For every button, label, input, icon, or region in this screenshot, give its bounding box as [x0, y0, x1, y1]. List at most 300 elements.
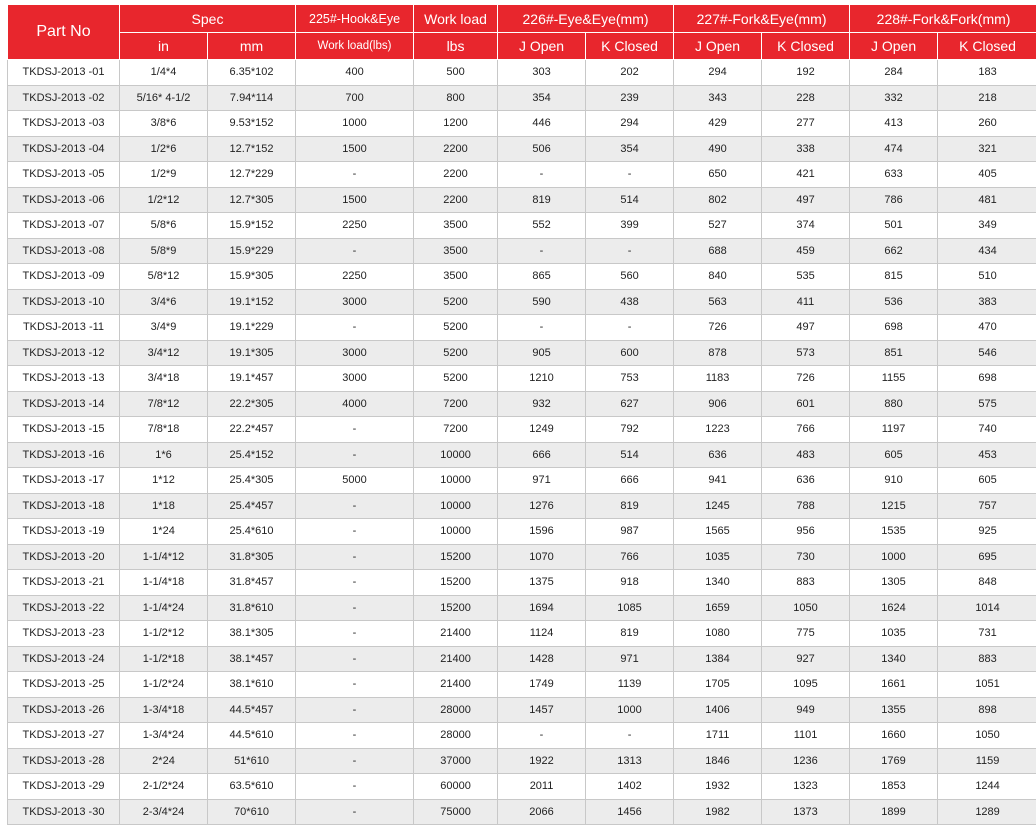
cell-fork-fork-j-open: 851 [850, 340, 938, 366]
cell-fork-fork-k-closed: 848 [938, 570, 1036, 596]
cell-spec-in: 1-3/4*18 [120, 697, 208, 723]
cell-part-no: TKDSJ-2013 -13 [8, 366, 120, 392]
cell-spec-in: 1-1/2*18 [120, 646, 208, 672]
cell-part-no: TKDSJ-2013 -16 [8, 442, 120, 468]
subheader-mm: mm [208, 33, 296, 60]
cell-eye-eye-k-closed: 438 [586, 289, 674, 315]
cell-work-load-lbs: 21400 [414, 672, 498, 698]
cell-hook-eye-load: - [296, 162, 414, 188]
cell-eye-eye-k-closed: 766 [586, 544, 674, 570]
cell-fork-eye-j-open: 650 [674, 162, 762, 188]
cell-part-no: TKDSJ-2013 -08 [8, 238, 120, 264]
cell-fork-eye-j-open: 1035 [674, 544, 762, 570]
cell-fork-eye-j-open: 1982 [674, 799, 762, 825]
cell-fork-eye-j-open: 1565 [674, 519, 762, 545]
cell-fork-fork-j-open: 662 [850, 238, 938, 264]
cell-fork-eye-k-closed: 775 [762, 621, 850, 647]
cell-part-no: TKDSJ-2013 -22 [8, 595, 120, 621]
table-row [8, 417, 1036, 443]
table-row [8, 646, 1036, 672]
cell-spec-mm: 51*610 [208, 748, 296, 774]
cell-part-no: TKDSJ-2013 -29 [8, 774, 120, 800]
cell-spec-in: 3/4*18 [120, 366, 208, 392]
cell-fork-eye-j-open: 1245 [674, 493, 762, 519]
cell-spec-mm: 25.4*305 [208, 468, 296, 494]
cell-eye-eye-j-open: 1070 [498, 544, 586, 570]
cell-work-load-lbs: 2200 [414, 162, 498, 188]
cell-fork-eye-j-open: 294 [674, 60, 762, 86]
cell-fork-fork-k-closed: 349 [938, 213, 1036, 239]
cell-fork-eye-k-closed: 927 [762, 646, 850, 672]
table-row [8, 672, 1036, 698]
subheader-lbs: lbs [414, 33, 498, 60]
table-row [8, 213, 1036, 239]
subheader-k-closed-226: K Closed [586, 33, 674, 60]
cell-spec-in: 1-1/4*18 [120, 570, 208, 596]
cell-work-load-lbs: 21400 [414, 621, 498, 647]
cell-part-no: TKDSJ-2013 -28 [8, 748, 120, 774]
cell-eye-eye-k-closed: 666 [586, 468, 674, 494]
table-row [8, 289, 1036, 315]
cell-spec-mm: 15.9*229 [208, 238, 296, 264]
cell-spec-mm: 9.53*152 [208, 111, 296, 137]
subheader-k-closed-227: K Closed [762, 33, 850, 60]
cell-eye-eye-k-closed: 1139 [586, 672, 674, 698]
cell-fork-fork-j-open: 1197 [850, 417, 938, 443]
cell-fork-fork-k-closed: 731 [938, 621, 1036, 647]
cell-spec-in: 1/2*6 [120, 136, 208, 162]
cell-work-load-lbs: 1200 [414, 111, 498, 137]
cell-spec-in: 1/4*4 [120, 60, 208, 86]
cell-spec-in: 5/8*6 [120, 213, 208, 239]
cell-fork-fork-j-open: 633 [850, 162, 938, 188]
cell-spec-in: 2-1/2*24 [120, 774, 208, 800]
cell-fork-fork-j-open: 413 [850, 111, 938, 137]
cell-fork-eye-j-open: 941 [674, 468, 762, 494]
cell-eye-eye-j-open: 1124 [498, 621, 586, 647]
cell-fork-eye-k-closed: 1050 [762, 595, 850, 621]
cell-spec-mm: 38.1*457 [208, 646, 296, 672]
cell-work-load-lbs: 10000 [414, 493, 498, 519]
table-row [8, 136, 1036, 162]
subheader-k-closed-228: K Closed [938, 33, 1036, 60]
cell-part-no: TKDSJ-2013 -18 [8, 493, 120, 519]
cell-eye-eye-k-closed: 987 [586, 519, 674, 545]
cell-eye-eye-k-closed: 514 [586, 442, 674, 468]
table-row [8, 187, 1036, 213]
cell-spec-in: 5/16* 4-1/2 [120, 85, 208, 111]
cell-spec-in: 1*18 [120, 493, 208, 519]
cell-eye-eye-j-open: 354 [498, 85, 586, 111]
cell-fork-fork-j-open: 1899 [850, 799, 938, 825]
cell-part-no: TKDSJ-2013 -12 [8, 340, 120, 366]
subheader-j-open-226: J Open [498, 33, 586, 60]
cell-part-no: TKDSJ-2013 -05 [8, 162, 120, 188]
cell-work-load-lbs: 5200 [414, 289, 498, 315]
cell-eye-eye-j-open: 971 [498, 468, 586, 494]
cell-eye-eye-j-open: - [498, 238, 586, 264]
cell-eye-eye-k-closed: 354 [586, 136, 674, 162]
cell-eye-eye-j-open: - [498, 315, 586, 341]
cell-fork-eye-k-closed: 766 [762, 417, 850, 443]
cell-fork-eye-k-closed: 1323 [762, 774, 850, 800]
cell-spec-mm: 38.1*305 [208, 621, 296, 647]
cell-hook-eye-load: 5000 [296, 468, 414, 494]
cell-eye-eye-k-closed: 819 [586, 621, 674, 647]
cell-fork-eye-j-open: 1384 [674, 646, 762, 672]
cell-spec-mm: 19.1*152 [208, 289, 296, 315]
cell-hook-eye-load: 700 [296, 85, 414, 111]
cell-spec-mm: 19.1*457 [208, 366, 296, 392]
cell-fork-eye-k-closed: 497 [762, 315, 850, 341]
cell-spec-in: 1/2*9 [120, 162, 208, 188]
cell-fork-eye-k-closed: 956 [762, 519, 850, 545]
cell-fork-fork-k-closed: 605 [938, 468, 1036, 494]
cell-eye-eye-k-closed: 627 [586, 391, 674, 417]
cell-part-no: TKDSJ-2013 -03 [8, 111, 120, 137]
cell-part-no: TKDSJ-2013 -04 [8, 136, 120, 162]
cell-fork-eye-j-open: 1340 [674, 570, 762, 596]
cell-eye-eye-k-closed: 971 [586, 646, 674, 672]
cell-fork-eye-j-open: 1846 [674, 748, 762, 774]
cell-fork-fork-j-open: 1155 [850, 366, 938, 392]
cell-work-load-lbs: 5200 [414, 366, 498, 392]
cell-fork-eye-k-closed: 483 [762, 442, 850, 468]
cell-fork-fork-j-open: 698 [850, 315, 938, 341]
cell-spec-mm: 12.7*152 [208, 136, 296, 162]
cell-eye-eye-k-closed: 753 [586, 366, 674, 392]
cell-fork-eye-k-closed: 277 [762, 111, 850, 137]
table-row [8, 748, 1036, 774]
cell-fork-eye-k-closed: 192 [762, 60, 850, 86]
cell-fork-fork-k-closed: 740 [938, 417, 1036, 443]
cell-spec-mm: 25.4*457 [208, 493, 296, 519]
cell-fork-eye-j-open: 1183 [674, 366, 762, 392]
cell-eye-eye-j-open: 1596 [498, 519, 586, 545]
table-row [8, 519, 1036, 545]
cell-fork-eye-k-closed: 788 [762, 493, 850, 519]
cell-spec-mm: 12.7*229 [208, 162, 296, 188]
cell-work-load-lbs: 75000 [414, 799, 498, 825]
cell-spec-mm: 44.5*610 [208, 723, 296, 749]
cell-fork-fork-k-closed: 575 [938, 391, 1036, 417]
cell-hook-eye-load: - [296, 544, 414, 570]
table-body [8, 60, 1036, 825]
cell-fork-eye-j-open: 1711 [674, 723, 762, 749]
cell-eye-eye-k-closed: 918 [586, 570, 674, 596]
cell-fork-fork-k-closed: 434 [938, 238, 1036, 264]
cell-fork-eye-k-closed: 1101 [762, 723, 850, 749]
cell-hook-eye-load: 400 [296, 60, 414, 86]
table-row [8, 111, 1036, 137]
spec-table [7, 4, 1036, 825]
cell-eye-eye-k-closed: - [586, 723, 674, 749]
cell-part-no: TKDSJ-2013 -17 [8, 468, 120, 494]
cell-work-load-lbs: 7200 [414, 391, 498, 417]
cell-eye-eye-j-open: 1457 [498, 697, 586, 723]
cell-spec-in: 2*24 [120, 748, 208, 774]
table-row [8, 60, 1036, 86]
cell-fork-fork-k-closed: 453 [938, 442, 1036, 468]
table-row [8, 162, 1036, 188]
cell-spec-in: 5/8*9 [120, 238, 208, 264]
cell-work-load-lbs: 60000 [414, 774, 498, 800]
table-row [8, 85, 1036, 111]
cell-eye-eye-k-closed: 1402 [586, 774, 674, 800]
cell-eye-eye-k-closed: 600 [586, 340, 674, 366]
cell-eye-eye-j-open: 865 [498, 264, 586, 290]
cell-fork-eye-j-open: 1705 [674, 672, 762, 698]
cell-spec-mm: 12.7*305 [208, 187, 296, 213]
cell-hook-eye-load: - [296, 595, 414, 621]
cell-work-load-lbs: 15200 [414, 570, 498, 596]
cell-fork-fork-k-closed: 405 [938, 162, 1036, 188]
cell-fork-fork-j-open: 1305 [850, 570, 938, 596]
cell-work-load-lbs: 10000 [414, 519, 498, 545]
cell-fork-eye-j-open: 1659 [674, 595, 762, 621]
table-row [8, 774, 1036, 800]
cell-work-load-lbs: 15200 [414, 544, 498, 570]
cell-fork-eye-k-closed: 883 [762, 570, 850, 596]
cell-fork-eye-k-closed: 949 [762, 697, 850, 723]
cell-eye-eye-j-open: 1276 [498, 493, 586, 519]
header-row-main [8, 5, 1036, 33]
cell-hook-eye-load: 3000 [296, 289, 414, 315]
cell-spec-mm: 31.8*457 [208, 570, 296, 596]
cell-eye-eye-k-closed: 514 [586, 187, 674, 213]
cell-eye-eye-k-closed: - [586, 315, 674, 341]
cell-spec-mm: 31.8*610 [208, 595, 296, 621]
cell-work-load-lbs: 5200 [414, 315, 498, 341]
cell-eye-eye-j-open: 552 [498, 213, 586, 239]
cell-fork-fork-k-closed: 925 [938, 519, 1036, 545]
cell-spec-mm: 22.2*457 [208, 417, 296, 443]
cell-hook-eye-load: - [296, 442, 414, 468]
cell-fork-eye-j-open: 1932 [674, 774, 762, 800]
cell-eye-eye-j-open: 1749 [498, 672, 586, 698]
cell-fork-fork-j-open: 1355 [850, 697, 938, 723]
cell-hook-eye-load: - [296, 570, 414, 596]
table-row [8, 315, 1036, 341]
cell-hook-eye-load: 1500 [296, 187, 414, 213]
cell-eye-eye-j-open: - [498, 162, 586, 188]
cell-eye-eye-k-closed: 399 [586, 213, 674, 239]
header-part-no: Part No [8, 5, 120, 60]
cell-fork-fork-k-closed: 510 [938, 264, 1036, 290]
cell-spec-mm: 25.4*152 [208, 442, 296, 468]
cell-fork-eye-j-open: 1406 [674, 697, 762, 723]
cell-hook-eye-load: 4000 [296, 391, 414, 417]
cell-fork-eye-k-closed: 497 [762, 187, 850, 213]
cell-fork-eye-k-closed: 601 [762, 391, 850, 417]
cell-fork-eye-k-closed: 421 [762, 162, 850, 188]
cell-spec-mm: 44.5*457 [208, 697, 296, 723]
cell-part-no: TKDSJ-2013 -26 [8, 697, 120, 723]
cell-part-no: TKDSJ-2013 -30 [8, 799, 120, 825]
cell-hook-eye-load: - [296, 697, 414, 723]
cell-eye-eye-j-open: 1922 [498, 748, 586, 774]
cell-part-no: TKDSJ-2013 -02 [8, 85, 120, 111]
cell-hook-eye-load: - [296, 238, 414, 264]
cell-part-no: TKDSJ-2013 -15 [8, 417, 120, 443]
cell-hook-eye-load: 1000 [296, 111, 414, 137]
cell-eye-eye-k-closed: 819 [586, 493, 674, 519]
cell-fork-fork-k-closed: 757 [938, 493, 1036, 519]
cell-fork-fork-j-open: 880 [850, 391, 938, 417]
cell-spec-in: 1-3/4*24 [120, 723, 208, 749]
cell-work-load-lbs: 28000 [414, 723, 498, 749]
cell-fork-fork-j-open: 536 [850, 289, 938, 315]
cell-spec-in: 2-3/4*24 [120, 799, 208, 825]
cell-part-no: TKDSJ-2013 -11 [8, 315, 120, 341]
table-row [8, 391, 1036, 417]
cell-part-no: TKDSJ-2013 -06 [8, 187, 120, 213]
cell-eye-eye-k-closed: 202 [586, 60, 674, 86]
cell-spec-in: 1-1/4*24 [120, 595, 208, 621]
cell-fork-eye-k-closed: 573 [762, 340, 850, 366]
cell-fork-fork-j-open: 474 [850, 136, 938, 162]
cell-fork-eye-k-closed: 411 [762, 289, 850, 315]
cell-part-no: TKDSJ-2013 -21 [8, 570, 120, 596]
cell-eye-eye-j-open: 506 [498, 136, 586, 162]
cell-eye-eye-k-closed: 1456 [586, 799, 674, 825]
cell-fork-fork-k-closed: 546 [938, 340, 1036, 366]
cell-fork-eye-k-closed: 338 [762, 136, 850, 162]
cell-fork-eye-j-open: 906 [674, 391, 762, 417]
cell-hook-eye-load: - [296, 621, 414, 647]
cell-fork-fork-k-closed: 1289 [938, 799, 1036, 825]
cell-fork-fork-k-closed: 1050 [938, 723, 1036, 749]
cell-spec-mm: 31.8*305 [208, 544, 296, 570]
cell-fork-fork-j-open: 1215 [850, 493, 938, 519]
cell-fork-fork-j-open: 332 [850, 85, 938, 111]
cell-fork-fork-j-open: 1535 [850, 519, 938, 545]
cell-fork-eye-j-open: 343 [674, 85, 762, 111]
cell-fork-eye-j-open: 840 [674, 264, 762, 290]
cell-fork-fork-k-closed: 698 [938, 366, 1036, 392]
cell-fork-fork-k-closed: 883 [938, 646, 1036, 672]
cell-work-load-lbs: 15200 [414, 595, 498, 621]
cell-spec-in: 5/8*12 [120, 264, 208, 290]
cell-fork-fork-j-open: 1660 [850, 723, 938, 749]
cell-fork-fork-k-closed: 1051 [938, 672, 1036, 698]
cell-part-no: TKDSJ-2013 -23 [8, 621, 120, 647]
cell-part-no: TKDSJ-2013 -07 [8, 213, 120, 239]
cell-part-no: TKDSJ-2013 -01 [8, 60, 120, 86]
cell-eye-eye-j-open: 932 [498, 391, 586, 417]
cell-spec-in: 7/8*12 [120, 391, 208, 417]
cell-work-load-lbs: 3500 [414, 264, 498, 290]
cell-eye-eye-j-open: 2011 [498, 774, 586, 800]
cell-hook-eye-load: - [296, 417, 414, 443]
cell-eye-eye-k-closed: 239 [586, 85, 674, 111]
cell-hook-eye-load: 2250 [296, 213, 414, 239]
cell-work-load-lbs: 3500 [414, 213, 498, 239]
table-row [8, 595, 1036, 621]
cell-eye-eye-j-open: 303 [498, 60, 586, 86]
cell-eye-eye-j-open: 446 [498, 111, 586, 137]
cell-hook-eye-load: - [296, 672, 414, 698]
cell-eye-eye-j-open: 666 [498, 442, 586, 468]
cell-fork-eye-k-closed: 374 [762, 213, 850, 239]
cell-fork-eye-j-open: 878 [674, 340, 762, 366]
cell-fork-eye-j-open: 636 [674, 442, 762, 468]
cell-fork-eye-k-closed: 1373 [762, 799, 850, 825]
cell-fork-fork-k-closed: 1014 [938, 595, 1036, 621]
table-row [8, 621, 1036, 647]
table-row [8, 264, 1036, 290]
cell-spec-mm: 22.2*305 [208, 391, 296, 417]
cell-eye-eye-j-open: 1210 [498, 366, 586, 392]
table-row [8, 366, 1036, 392]
cell-fork-eye-j-open: 527 [674, 213, 762, 239]
cell-fork-fork-k-closed: 383 [938, 289, 1036, 315]
cell-part-no: TKDSJ-2013 -25 [8, 672, 120, 698]
cell-fork-eye-j-open: 429 [674, 111, 762, 137]
cell-hook-eye-load: 3000 [296, 366, 414, 392]
cell-spec-in: 1-1/2*24 [120, 672, 208, 698]
cell-fork-fork-k-closed: 218 [938, 85, 1036, 111]
header-spec: Spec [120, 5, 296, 33]
cell-spec-in: 1*6 [120, 442, 208, 468]
cell-fork-fork-j-open: 1853 [850, 774, 938, 800]
table-row [8, 340, 1036, 366]
cell-hook-eye-load: - [296, 748, 414, 774]
cell-spec-in: 1*12 [120, 468, 208, 494]
cell-fork-fork-k-closed: 183 [938, 60, 1036, 86]
cell-hook-eye-load: - [296, 493, 414, 519]
cell-hook-eye-load: 1500 [296, 136, 414, 162]
cell-fork-fork-k-closed: 898 [938, 697, 1036, 723]
cell-fork-fork-k-closed: 470 [938, 315, 1036, 341]
cell-fork-eye-j-open: 563 [674, 289, 762, 315]
cell-fork-eye-j-open: 1223 [674, 417, 762, 443]
cell-eye-eye-k-closed: 792 [586, 417, 674, 443]
cell-fork-eye-j-open: 802 [674, 187, 762, 213]
cell-part-no: TKDSJ-2013 -24 [8, 646, 120, 672]
cell-fork-fork-j-open: 284 [850, 60, 938, 86]
cell-spec-mm: 63.5*610 [208, 774, 296, 800]
cell-spec-mm: 25.4*610 [208, 519, 296, 545]
table-row [8, 799, 1036, 825]
cell-work-load-lbs: 21400 [414, 646, 498, 672]
cell-fork-fork-j-open: 1661 [850, 672, 938, 698]
cell-fork-fork-j-open: 815 [850, 264, 938, 290]
cell-fork-fork-j-open: 910 [850, 468, 938, 494]
cell-fork-eye-k-closed: 228 [762, 85, 850, 111]
header-row-sub [8, 33, 1036, 60]
cell-spec-mm: 6.35*102 [208, 60, 296, 86]
table-row [8, 493, 1036, 519]
cell-spec-in: 1*24 [120, 519, 208, 545]
cell-work-load-lbs: 5200 [414, 340, 498, 366]
cell-eye-eye-j-open: 590 [498, 289, 586, 315]
cell-fork-eye-j-open: 490 [674, 136, 762, 162]
cell-eye-eye-j-open: - [498, 723, 586, 749]
cell-fork-fork-j-open: 786 [850, 187, 938, 213]
cell-eye-eye-k-closed: 1000 [586, 697, 674, 723]
cell-eye-eye-j-open: 819 [498, 187, 586, 213]
cell-hook-eye-load: - [296, 646, 414, 672]
cell-fork-eye-j-open: 1080 [674, 621, 762, 647]
cell-eye-eye-j-open: 1694 [498, 595, 586, 621]
cell-fork-fork-j-open: 1769 [850, 748, 938, 774]
cell-fork-fork-k-closed: 1244 [938, 774, 1036, 800]
cell-hook-eye-load: - [296, 315, 414, 341]
cell-part-no: TKDSJ-2013 -27 [8, 723, 120, 749]
cell-spec-mm: 15.9*305 [208, 264, 296, 290]
cell-fork-eye-j-open: 688 [674, 238, 762, 264]
